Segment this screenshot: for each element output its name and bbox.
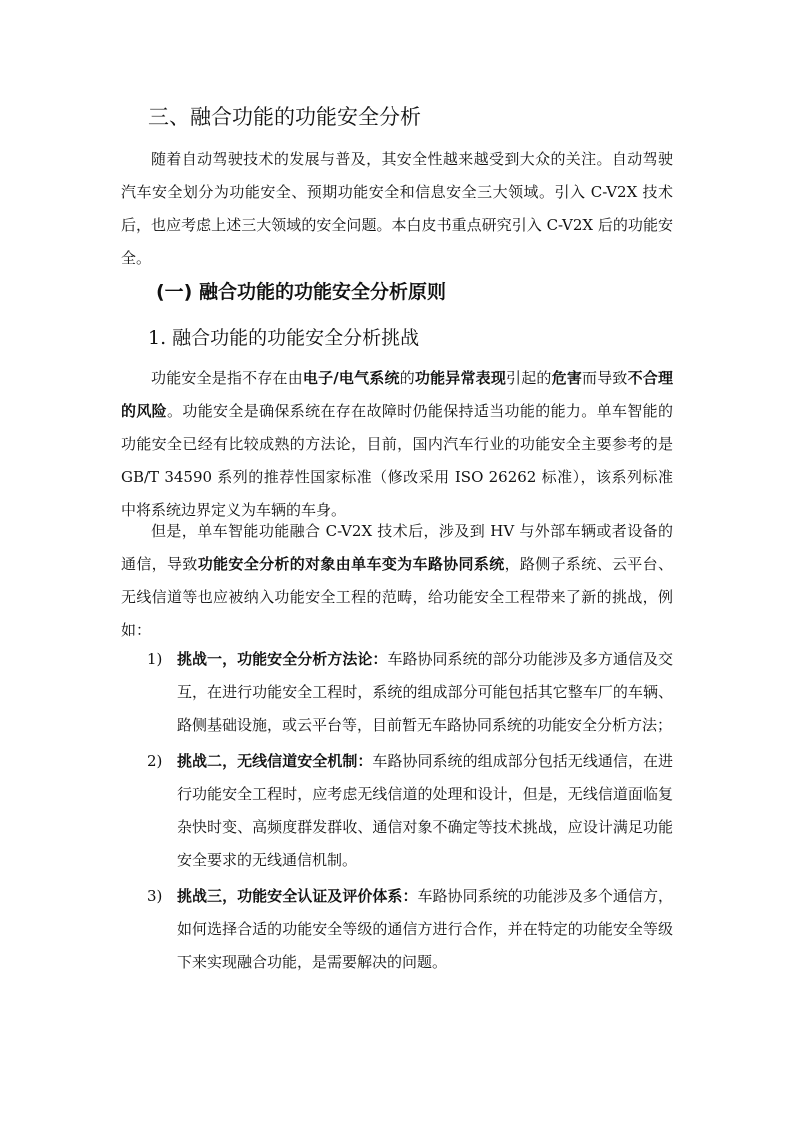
bold-term: 功能安全分析的对象由单车变为车路协同系统 (197, 555, 505, 573)
text-run: 引起的 (506, 369, 552, 387)
subsection-heading: (一) 融合功能的功能安全分析原则 (156, 281, 446, 303)
bold-term: 电子/电气系统 (302, 369, 400, 387)
list-item (121, 880, 673, 979)
list-item-number: 2) (147, 752, 163, 770)
list-item-label: 挑战一，功能安全分析方法论： (177, 650, 388, 668)
challenge-list (121, 643, 673, 982)
text-run: 的 (399, 369, 415, 387)
list-item-label: 挑战三，功能安全认证及评价体系： (177, 887, 418, 905)
list-item-number: 3) (147, 887, 163, 905)
list-item-text: 车路协同系统的部分功能涉及多方通信及交互，在进行功能安全工程时，系统的组成部分可能包括其它整车厂的车辆、路侧基础设施，或云平台等，目前暂无车路协同系统的功能安全分析方法； (177, 650, 673, 734)
list-item-label: 挑战二，无线信道安全机制： (177, 752, 373, 770)
text-run: 但是，单车智能功能融合 C-V2X 技术后，涉及到 HV 与外部车辆或者设备的通信，导致 (121, 522, 673, 573)
list-item-number: 1) (147, 650, 163, 668)
text-run: 。功能安全是确保系统在存在故障时仍能保持适当功能的能力。单车智能的功能安全已经有比较成熟的方法论，目前，国内汽车行业的功能安全主要参考的是 GB/T 34590 系列的推荐性国家标准（修改采用 ISO 26262 标准），该系列标准中将系统边界定义为车辆的车身。 (121, 402, 673, 519)
section-heading: 三、融合功能的功能安全分析 (148, 105, 421, 129)
text-run: 功能安全是指不存在由 (151, 369, 303, 387)
bold-term: 危害 (551, 369, 583, 387)
bold-term: 功能异常表现 (414, 369, 507, 387)
list-item-text: 车路协同系统的组成部分包括无线通信，在进行功能安全工程时，应考虑无线信道的处理和设计，但是，无线信道面临复杂快时变、高频度群发群收、通信对象不确定等技术挑战，应设计满足功能安全要求的无线通信机制。 (177, 752, 673, 869)
list-item (121, 745, 673, 877)
bold-term: 不合理的风险 (121, 369, 673, 420)
text-run: ，路侧子系统、云平台、无线信道等也应被纳入功能安全工程的范畴，给功能安全工程带来了新的挑战，例如： (121, 555, 673, 639)
subsubsection-heading: 1. 融合功能的功能安全分析挑战 (148, 327, 420, 349)
list-item (121, 643, 673, 742)
cv2x-challenge-paragraph (121, 515, 673, 647)
list-item-text: 车路协同系统的功能涉及多个通信方，如何选择合适的功能安全等级的通信方进行合作，并在特定的功能安全等级下来实现融合功能，是需要解决的问题。 (177, 887, 673, 971)
functional-safety-definition-paragraph (121, 362, 673, 527)
intro-paragraph: 随着自动驾驶技术的发展与普及，其安全性越来越受到大众的关注。自动驾驶汽车安全划分为功能安全、预期功能安全和信息安全三大领域。引入 C-V2X 技术后，也应考虑上述三大领域的安全问题。本白皮书重点研究引入 C-V2X 后的功能安全。 (121, 150, 673, 267)
text-run: 而导致 (582, 369, 628, 387)
